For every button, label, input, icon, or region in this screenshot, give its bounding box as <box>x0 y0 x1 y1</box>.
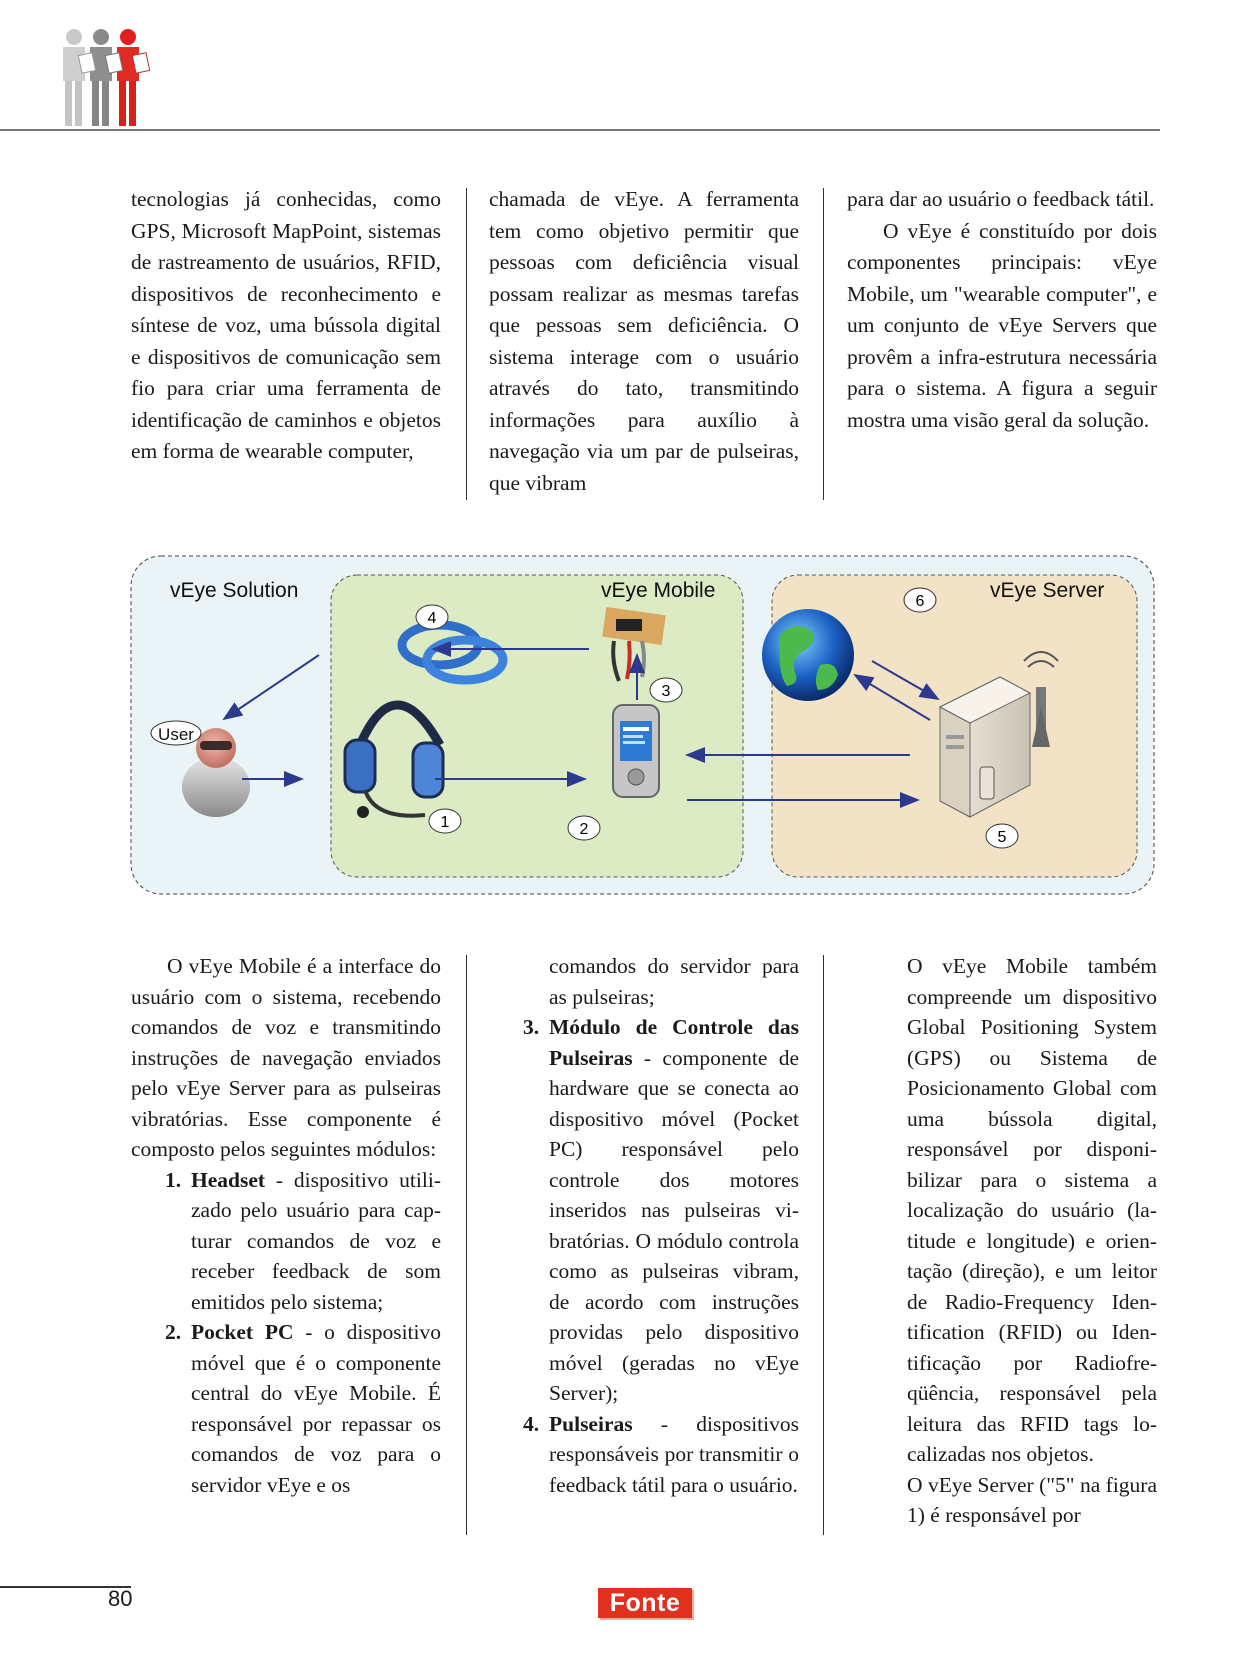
top-col2-text: chamada de vEye. A ferramenta tem como objetivo permitir que pessoas com deficiência visual possam realizar as mesmas tarefas que pessoas sem deficiência. O sistema interage com o usuário através do tato, transmitindo informações para auxílio à navegação via um par de pulseiras, que vibram <box>489 187 799 495</box>
mobile-label: vEye Mobile <box>601 579 716 602</box>
bottom-col3-para1: O vEye Mobile também compreende um dispositivo Global Positioning System (GPS) ou Sistema de Posicionamento Global com uma bússola digital, responsável por disponibilizar para o sistema a localização do usuário (latitude e longitude) e orientação (direção), e um leitor de Radio-Frequency Identification (RFID) ou Identificação por Radiofreqüência, responsável pela leitura das RFID tags localizadas nos objetos. <box>907 954 1157 1466</box>
list-item-continuation <box>489 951 799 1012</box>
list-item-text: comandos do servidor para as pulseiras; <box>549 954 799 1009</box>
top-column-3 <box>847 184 1157 436</box>
mobile-box <box>331 575 743 877</box>
column-divider <box>466 188 467 500</box>
list-number: 4. <box>523 1411 540 1436</box>
column-divider <box>823 955 824 1535</box>
top-column-2 <box>489 184 799 499</box>
svg-text:2: 2 <box>579 821 589 838</box>
list-item-bracelet-control <box>489 1012 799 1409</box>
list-item-pocket-pc <box>131 1317 441 1500</box>
list-number: 3. <box>523 1015 540 1039</box>
marker-4 <box>416 605 448 629</box>
list-item-headset <box>131 1165 441 1318</box>
list-item-title: Headset <box>191 1167 266 1192</box>
people-logo-icon <box>58 28 158 128</box>
list-item-text: - o dispositivo móvel que é o componente central do vEye Mobile. É responsável por repassar os comandos de voz para o servidor vEye e os <box>191 1320 441 1497</box>
list-item-title: Pulseiras <box>549 1411 633 1436</box>
architecture-diagram <box>130 555 1155 895</box>
list-item-text: - dispositivo utilizado pelo usuário para capturar comandos de voz e receber feedback de som emitidos pelo sistema; <box>191 1167 441 1314</box>
bottom-column-3 <box>907 951 1157 1531</box>
user-label: User <box>158 725 194 744</box>
marker-6 <box>904 588 936 612</box>
server-label: vEye Server <box>990 579 1105 602</box>
top-column-1 <box>131 184 441 468</box>
list-item-text: - dispositivos responsáveis por transmitir o feedback tátil para o usuário. <box>549 1411 799 1497</box>
brand-logo: Fonte <box>598 1588 692 1618</box>
list-item-text: - componente de hardware que se conecta ao dispositivo móvel (Pocket PC) responsável pelo controle dos motores inseridos nas pulseiras vibratórias. O módulo controla como as pulseiras vibram, de acordo com instruções providas pelo dispositivo móvel (geradas no vEye Server); <box>549 1045 799 1405</box>
list-number: 2. <box>165 1320 182 1344</box>
header-rule <box>0 129 1160 131</box>
header-logo <box>58 28 158 128</box>
bottom-col1-intro: O vEye Mobile é a interface do usuário com o sistema, recebendo comandos de voz e transmitindo instruções de navegação enviados pelo vEye Server para as pulseiras vibratórias. Esse componente é composto pelos seguintes módulos: <box>131 954 441 1161</box>
top-col3-para1: para dar ao usuário o feedback tátil. <box>847 187 1155 211</box>
bottom-column-1 <box>131 951 441 1500</box>
top-col1-text: tecnologias já conhecidas, como GPS, Microsoft MapPoint, sistemas de rastreamento de usuários, RFID, dispositivos de reconhecimento e síntese de voz, uma bússola digital e dispositivos de comunicação sem fio para criar uma ferramenta de identificação de caminhos e objetos em forma de wearable computer, <box>131 187 441 463</box>
pocket-pc-icon <box>613 705 659 797</box>
marker-2 <box>568 816 600 840</box>
svg-text:1: 1 <box>440 814 450 831</box>
svg-text:6: 6 <box>915 593 925 610</box>
column-divider <box>466 955 467 1535</box>
svg-text:5: 5 <box>997 829 1007 846</box>
list-number: 1. <box>165 1167 182 1192</box>
list-item-title: Módulo de Controle das Pulseiras <box>549 1015 799 1070</box>
solution-label: vEye Solution <box>170 579 299 602</box>
list-item-title: Pocket PC <box>191 1320 294 1344</box>
column-divider <box>823 188 824 500</box>
page-number: 80 <box>108 1586 133 1611</box>
bottom-column-2 <box>489 951 799 1500</box>
marker-3 <box>650 678 682 702</box>
top-col3-para2: O vEye é constituído por dois componentes principais: vEye Mobile, um "wearable computer", e um conjunto de vEye Servers que provêm a infra-estrutura necessária para o sistema. A figura a seguir mostra uma visão geral da solução. <box>847 218 1157 432</box>
list-item-bracelets <box>489 1409 799 1501</box>
svg-text:3: 3 <box>661 683 671 700</box>
bottom-col3-para2: O vEye Server ("5" na figura 1) é responsável por <box>907 1472 1157 1527</box>
globe-icon <box>762 609 854 701</box>
svg-text:4: 4 <box>427 610 437 627</box>
marker-1 <box>429 809 461 833</box>
marker-5 <box>986 824 1018 848</box>
